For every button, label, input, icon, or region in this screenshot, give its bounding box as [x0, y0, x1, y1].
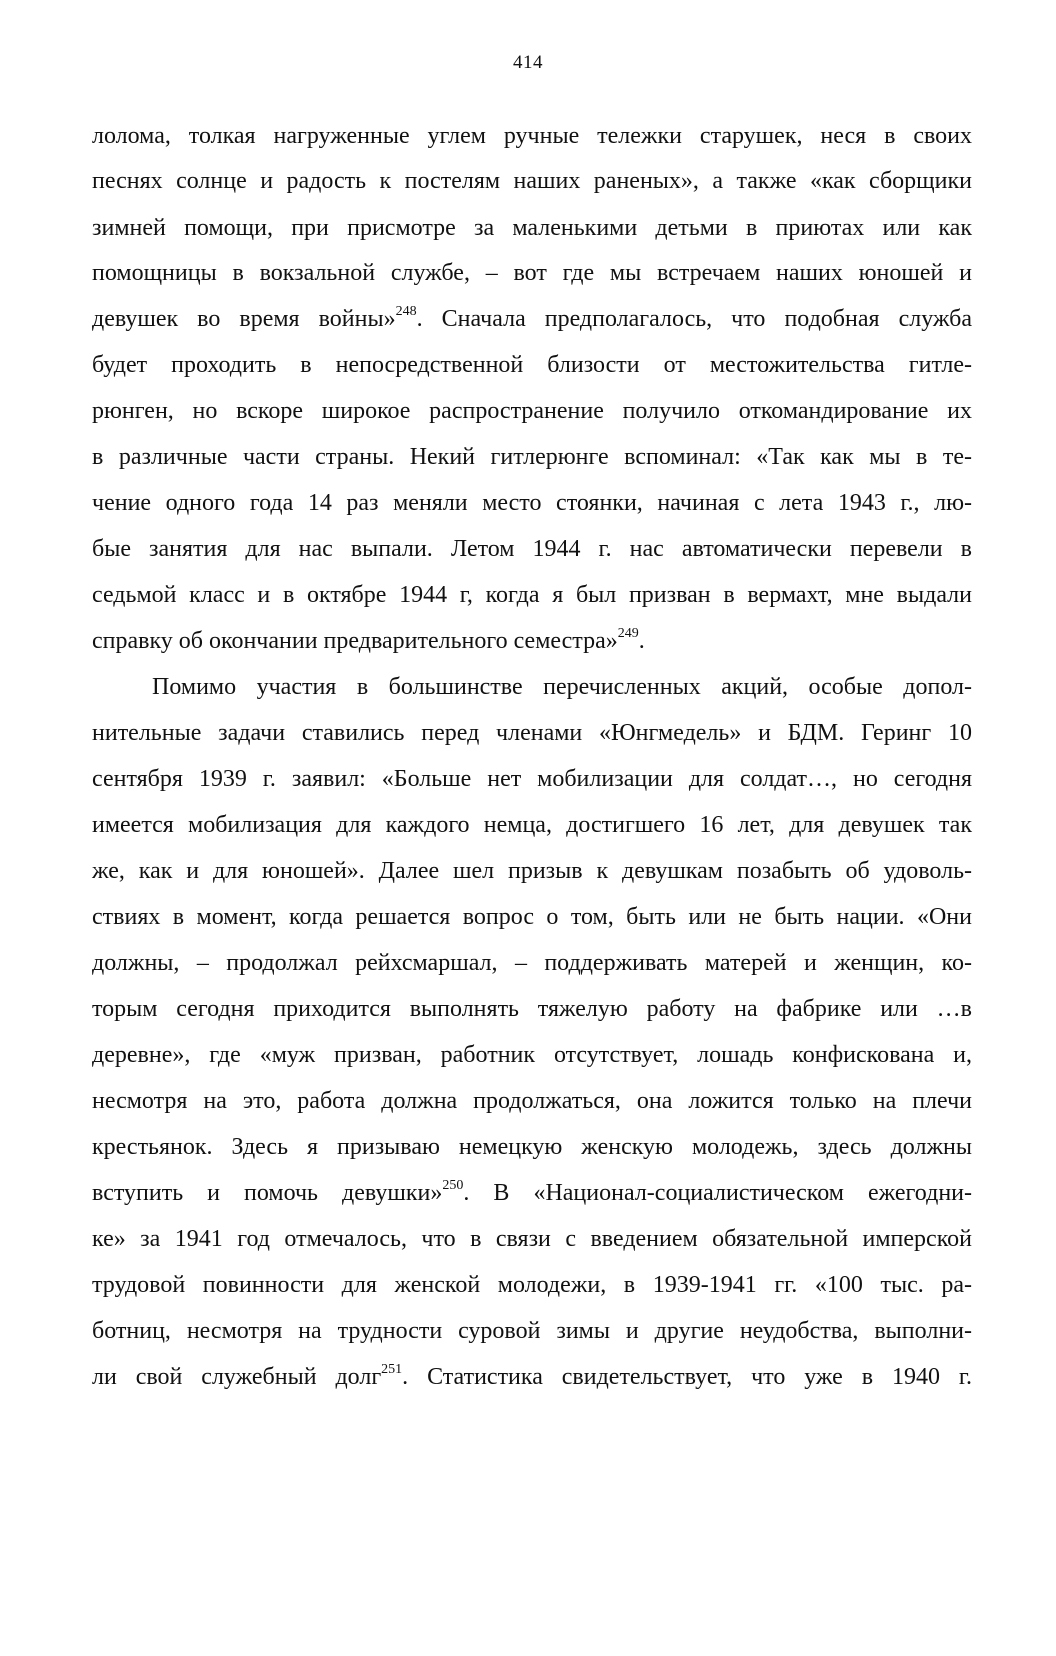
page-number: 414	[513, 52, 543, 73]
line-text: . В «Национал-социалистическом ежегодни-	[463, 1180, 972, 1206]
text-line: чение одного года 14 раз меняли место стоянки, начиная с лета 1943 г., лю-	[92, 490, 972, 516]
text-line	[92, 626, 972, 656]
text-line: зимней помощи, при присмотре за маленькими детьми в приютах или как	[92, 215, 972, 241]
text-line: будет проходить в непосредственной близости от местожительства гитле-	[92, 352, 972, 378]
text-line: нительные задачи ставились перед членами «Юнгмедель» и БДМ. Геринг 10	[92, 720, 972, 746]
text-line: крестьянок. Здесь я призываю немецкую женскую молодежь, здесь должны	[92, 1134, 972, 1160]
line-text: .	[638, 628, 645, 654]
text-line: трудовой повинности для женской молодежи, в 1939-1941 гг. «100 тыс. ра-	[92, 1272, 972, 1298]
text-line: лолома, толкая нагруженные углем ручные тележки старушек, неся в своих	[92, 123, 972, 149]
text-line: бые занятия для нас выпали. Летом 1944 г. нас автоматически перевели в	[92, 536, 972, 562]
line-text: . Статистика свидетельствует, что уже в 1940 г.	[402, 1364, 973, 1390]
text-line: ботниц, несмотря на трудности суровой зимы и другие неудобства, выполни-	[92, 1318, 972, 1344]
line-text: ли свой служебный долг	[92, 1364, 382, 1390]
text-line: несмотря на это, работа должна продолжаться, она ложится только на плечи	[92, 1088, 972, 1114]
text-line: седьмой класс и в октябре 1944 г, когда я был призван в вермахт, мне выдали	[92, 582, 972, 608]
footnote-ref-248: 248	[395, 304, 417, 319]
text-line: песнях солнце и радость к постелям наших раненых», а также «как сборщики	[92, 168, 972, 194]
footnote-ref-251: 251	[381, 1362, 403, 1377]
line-text: девушек во время войны»	[92, 306, 396, 332]
text-line: сентября 1939 г. заявил: «Больше нет мобилизации для солдат…, но сегодня	[92, 766, 972, 792]
line-text: вступить и помочь девушки»	[92, 1180, 443, 1206]
text-line: же, как и для юношей». Далее шел призыв к девушкам позабыть об удоволь-	[92, 858, 972, 884]
text-line: деревне», где «муж призван, работник отсутствует, лошадь конфискована и,	[92, 1042, 972, 1068]
text-line: ке» за 1941 год отмечалось, что в связи с введением обязательной имперской	[92, 1226, 972, 1252]
footnote-ref-249: 249	[617, 626, 639, 641]
text-line: имеется мобилизация для каждого немца, достигшего 16 лет, для девушек так	[92, 812, 972, 838]
text-line	[92, 304, 972, 334]
text-line: должны, – продолжал рейхсмаршал, – поддерживать матерей и женщин, ко-	[92, 950, 972, 976]
text-line: ствиях в момент, когда решается вопрос о том, быть или не быть нации. «Они	[92, 904, 972, 930]
text-line: торым сегодня приходится выполнять тяжелую работу на фабрике или …в	[92, 996, 972, 1022]
line-text: справку об окончании предварительного семестра»	[92, 628, 618, 654]
text-line	[92, 1178, 972, 1208]
text-line: помощницы в вокзальной службе, – вот где мы встречаем наших юношей и	[92, 260, 972, 286]
text-line: рюнген, но вскоре широкое распространение получило откомандирование их	[92, 398, 972, 424]
text-line	[92, 1362, 972, 1392]
text-line: Помимо участия в большинстве перечисленных акций, особые допол-	[152, 674, 972, 700]
line-text: . Сначала предполагалось, что подобная служба	[416, 306, 973, 332]
text-line: в различные части страны. Некий гитлерюнге вспоминал: «Так как мы в те-	[92, 444, 972, 470]
footnote-ref-250: 250	[442, 1178, 464, 1193]
